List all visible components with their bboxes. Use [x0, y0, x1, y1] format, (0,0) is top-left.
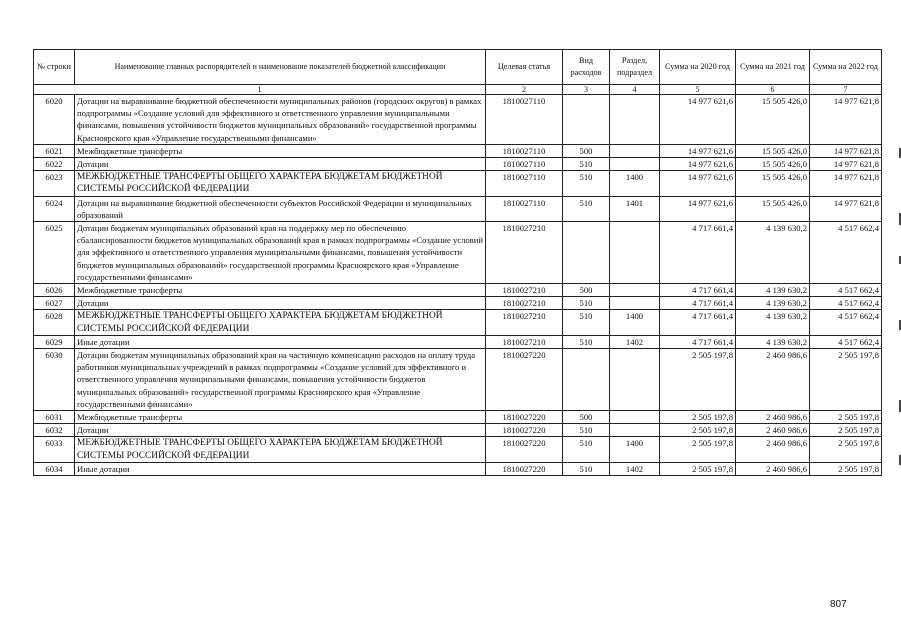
row-number: 6032 [34, 424, 75, 437]
table-header-row [34, 50, 882, 85]
sum-2021: 4 139 630,2 [736, 222, 810, 284]
page-number: 807 [830, 599, 847, 610]
row-name: Дотации бюджетам муниципальных образований края на частичную компенсацию расходов на оплату труда работников муниципальных учреждений в рамках подпрограммы «Создание условий для эффективного и ответственного управления муниципальными финансами, повышения устойчивости бюджетов муниципальных образований» государственной программы Красноярского края «Управление государственными финансами» [75, 349, 486, 411]
sum-2020: 4 717 661,4 [660, 335, 736, 348]
section-code: 1401 [610, 196, 660, 221]
row-number: 6021 [34, 144, 75, 157]
target-code: 1810027110 [486, 144, 563, 157]
target-code: 1810027220 [486, 411, 563, 424]
sum-2022: 14 977 621,8 [810, 196, 882, 221]
section-code: 1400 [610, 437, 660, 462]
expense-type: 510 [563, 424, 610, 437]
row-number: 6022 [34, 158, 75, 171]
target-code: 1810027210 [486, 222, 563, 284]
section-code [610, 297, 660, 310]
sum-2022: 14 977 621,8 [810, 144, 882, 157]
row-name: Межбюджетные трансферты [75, 284, 486, 297]
expense-type: 510 [563, 437, 610, 462]
table-row [34, 196, 882, 221]
sum-2020: 4 717 661,4 [660, 222, 736, 284]
sum-2022: 2 505 197,8 [810, 349, 882, 411]
table-row [34, 424, 882, 437]
sum-2021: 2 460 986,6 [736, 411, 810, 424]
table-row [34, 284, 882, 297]
sum-2022: 2 505 197,8 [810, 462, 882, 475]
target-code: 1810027220 [486, 424, 563, 437]
sum-2020: 4 717 661,4 [660, 310, 736, 335]
sum-2020: 14 977 621,6 [660, 171, 736, 196]
row-name: Иные дотации [75, 462, 486, 475]
header-row-number: № строки [34, 50, 75, 85]
target-code: 1810027220 [486, 349, 563, 411]
expense-type: 510 [563, 158, 610, 171]
expense-type: 510 [563, 171, 610, 196]
header-sum-2020: Сумма на 2020 год [660, 50, 736, 85]
section-code: 1400 [610, 171, 660, 196]
sum-2022: 4 517 662,4 [810, 222, 882, 284]
sum-2022: 14 977 621,8 [810, 171, 882, 196]
target-code: 1810027110 [486, 95, 563, 145]
sum-2022: 14 977 621,8 [810, 158, 882, 171]
row-name: Дотации [75, 158, 486, 171]
table-row [34, 222, 882, 284]
sum-2022: 4 517 662,4 [810, 310, 882, 335]
row-number: 6034 [34, 462, 75, 475]
expense-type: 510 [563, 462, 610, 475]
section-code [610, 349, 660, 411]
row-name: Дотации [75, 297, 486, 310]
row-name: Дотации бюджетам муниципальных образований края на поддержку мер по обеспечению сбалансированности бюджетов муниципальных образований края в рамках подпрограммы «Создание условий для эффективного и ответственного управления муниципальными финансами, повышения устойчивости бюджетов муниципальных образований» государственной программы Красноярского края «Управление государственными финансами» [75, 222, 486, 284]
sum-2021: 4 139 630,2 [736, 297, 810, 310]
row-number: 6023 [34, 171, 75, 196]
sum-2020: 2 505 197,8 [660, 424, 736, 437]
sum-2020: 2 505 197,8 [660, 437, 736, 462]
table-row [34, 158, 882, 171]
target-code: 1810027210 [486, 310, 563, 335]
column-number: 6 [736, 85, 810, 95]
section-code [610, 95, 660, 145]
expense-type: 510 [563, 196, 610, 221]
sum-2021: 2 460 986,6 [736, 437, 810, 462]
target-code: 1810027210 [486, 297, 563, 310]
row-name: Иные дотации [75, 335, 486, 348]
header-sum-2022: Сумма на 2022 год [810, 50, 882, 85]
table-row [34, 411, 882, 424]
expense-type [563, 222, 610, 284]
column-number: 4 [610, 85, 660, 95]
sum-2021: 4 139 630,2 [736, 284, 810, 297]
table-row [34, 310, 882, 335]
row-number: 6020 [34, 95, 75, 145]
expense-type: 510 [563, 335, 610, 348]
header-section: Раздел, подраздел [610, 50, 660, 85]
header-expense-type: Вид расходов [563, 50, 610, 85]
row-name: Дотации [75, 424, 486, 437]
target-code: 1810027110 [486, 158, 563, 171]
sum-2020: 14 977 621,6 [660, 158, 736, 171]
target-code: 1810027220 [486, 437, 563, 462]
sum-2021: 15 505 426,0 [736, 95, 810, 145]
sum-2021: 2 460 986,6 [736, 349, 810, 411]
table-row [34, 95, 882, 145]
column-number: 1 [34, 85, 486, 95]
row-number: 6026 [34, 284, 75, 297]
expense-type [563, 95, 610, 145]
table-row [34, 297, 882, 310]
sum-2020: 2 505 197,8 [660, 411, 736, 424]
sum-2021: 15 505 426,0 [736, 196, 810, 221]
row-name: МЕЖБЮДЖЕТНЫЕ ТРАНСФЕРТЫ ОБЩЕГО ХАРАКТЕРА БЮДЖЕТАМ БЮДЖЕТНОЙ СИСТЕМЫ РОССИЙСКОЙ ФЕДЕРАЦИИ [75, 310, 486, 335]
section-code: 1400 [610, 310, 660, 335]
sum-2020: 2 505 197,8 [660, 462, 736, 475]
row-number: 6031 [34, 411, 75, 424]
row-name: МЕЖБЮДЖЕТНЫЕ ТРАНСФЕРТЫ ОБЩЕГО ХАРАКТЕРА БЮДЖЕТАМ БЮДЖЕТНОЙ СИСТЕМЫ РОССИЙСКОЙ ФЕДЕРАЦИИ [75, 437, 486, 462]
sum-2021: 15 505 426,0 [736, 144, 810, 157]
row-name: Дотации на выравнивание бюджетной обеспеченности муниципальных районов (городских округов) в рамках подпрограммы «Создание условий для эффективного и ответственного управления муниципальными финансами, повышения устойчивости бюджетов муниципальных образований» государственной программы Красноярского края «Управление государственными финансами» [75, 95, 486, 145]
target-code: 1810027210 [486, 284, 563, 297]
column-number: 3 [563, 85, 610, 95]
row-name: Межбюджетные трансферты [75, 144, 486, 157]
target-code: 1810027110 [486, 196, 563, 221]
expense-type: 500 [563, 411, 610, 424]
row-number: 6025 [34, 222, 75, 284]
section-code [610, 424, 660, 437]
section-code [610, 284, 660, 297]
column-number: 7 [810, 85, 882, 95]
sum-2020: 4 717 661,4 [660, 284, 736, 297]
row-number: 6024 [34, 196, 75, 221]
table-row [34, 335, 882, 348]
sum-2022: 4 517 662,4 [810, 335, 882, 348]
sum-2020: 14 977 621,6 [660, 196, 736, 221]
sum-2022: 2 505 197,8 [810, 424, 882, 437]
sum-2021: 4 139 630,2 [736, 335, 810, 348]
expense-type: 500 [563, 144, 610, 157]
table-row [34, 144, 882, 157]
table-row [34, 171, 882, 196]
sum-2020: 14 977 621,6 [660, 95, 736, 145]
sum-2020: 14 977 621,6 [660, 144, 736, 157]
row-number: 6028 [34, 310, 75, 335]
sum-2022: 14 977 621,8 [810, 95, 882, 145]
column-number: 5 [660, 85, 736, 95]
section-code: 1402 [610, 462, 660, 475]
section-code: 1402 [610, 335, 660, 348]
sum-2021: 15 505 426,0 [736, 158, 810, 171]
header-target-code: Целевая статья [486, 50, 563, 85]
row-name: Межбюджетные трансферты [75, 411, 486, 424]
sum-2022: 4 517 662,4 [810, 297, 882, 310]
row-number: 6030 [34, 349, 75, 411]
expense-type: 510 [563, 297, 610, 310]
sum-2020: 2 505 197,8 [660, 349, 736, 411]
expense-type: 510 [563, 310, 610, 335]
column-number-row [34, 85, 882, 95]
row-number: 6029 [34, 335, 75, 348]
expense-type: 500 [563, 284, 610, 297]
row-number: 6033 [34, 437, 75, 462]
row-name: Дотации на выравнивание бюджетной обеспеченности субъектов Российской Федерации и муниципальных образований [75, 196, 486, 221]
sum-2022: 4 517 662,4 [810, 284, 882, 297]
target-code: 1810027210 [486, 335, 563, 348]
sum-2021: 15 505 426,0 [736, 171, 810, 196]
section-code [610, 144, 660, 157]
row-name: МЕЖБЮДЖЕТНЫЕ ТРАНСФЕРТЫ ОБЩЕГО ХАРАКТЕРА БЮДЖЕТАМ БЮДЖЕТНОЙ СИСТЕМЫ РОССИЙСКОЙ ФЕДЕРАЦИИ [75, 171, 486, 196]
column-number: 2 [486, 85, 563, 95]
sum-2022: 2 505 197,8 [810, 437, 882, 462]
header-name: Наименование главных распорядителей и наименование показателей бюджетной классификации [75, 50, 486, 85]
sum-2020: 4 717 661,4 [660, 297, 736, 310]
sum-2021: 2 460 986,6 [736, 462, 810, 475]
section-code [610, 222, 660, 284]
sum-2022: 2 505 197,8 [810, 411, 882, 424]
sum-2021: 2 460 986,6 [736, 424, 810, 437]
budget-table [33, 49, 882, 476]
target-code: 1810027220 [486, 462, 563, 475]
table-row [34, 462, 882, 475]
section-code [610, 411, 660, 424]
table-row [34, 349, 882, 411]
section-code [610, 158, 660, 171]
row-number: 6027 [34, 297, 75, 310]
expense-type [563, 349, 610, 411]
table-row [34, 437, 882, 462]
target-code: 1810027110 [486, 171, 563, 196]
sum-2021: 4 139 630,2 [736, 310, 810, 335]
header-sum-2021: Сумма на 2021 год [736, 50, 810, 85]
